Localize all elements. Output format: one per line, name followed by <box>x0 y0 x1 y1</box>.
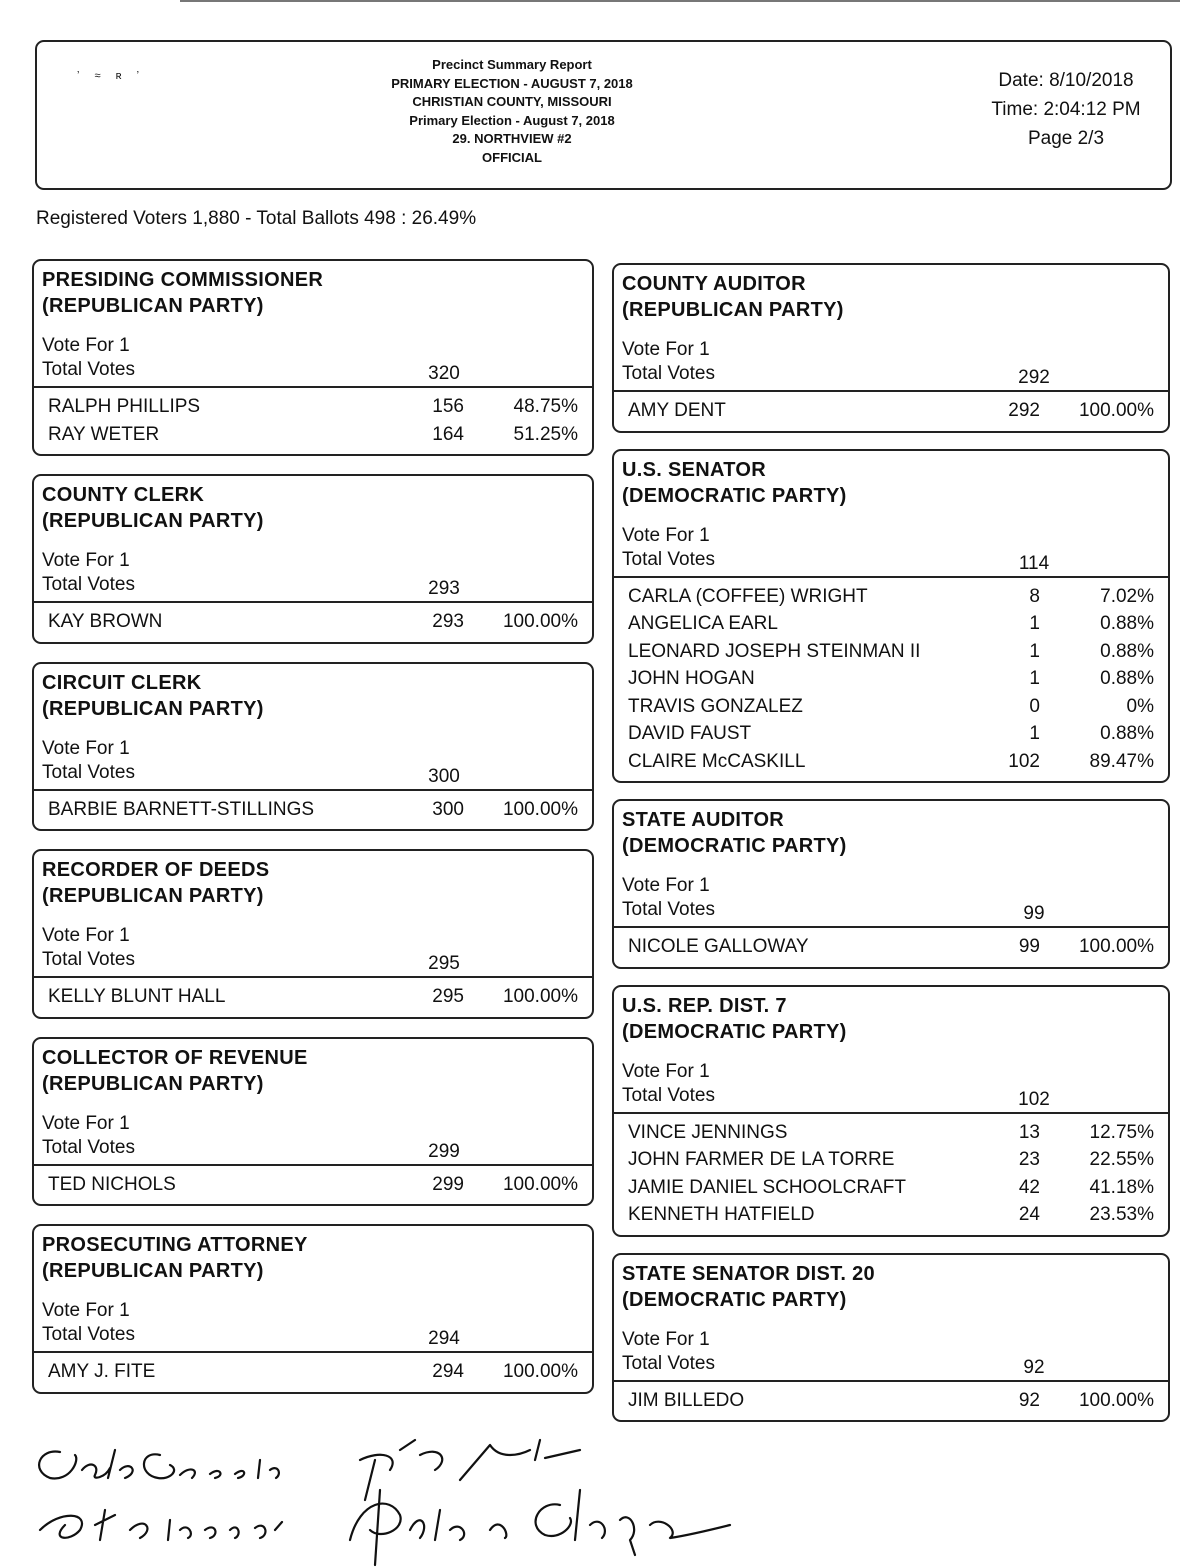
total-votes-label: Total Votes <box>42 574 135 595</box>
contest-heading <box>34 1039 592 1097</box>
total-votes-value: 92 <box>1023 1356 1045 1378</box>
contest-heading <box>614 801 1168 859</box>
candidate-votes: 1 <box>1029 613 1040 634</box>
total-votes-label: Total Votes <box>622 363 715 384</box>
vote-for-label: Vote For 1 <box>622 1328 710 1350</box>
candidate-name: AMY DENT <box>628 400 726 421</box>
total-votes-row <box>34 948 592 978</box>
candidate-votes: 92 <box>1018 1389 1040 1411</box>
report-title-block <box>337 56 687 167</box>
candidate-votes: 8 <box>1029 585 1040 607</box>
candidate-row <box>614 1174 1168 1202</box>
contest-box <box>612 799 1170 969</box>
total-votes-row <box>614 1352 1168 1382</box>
header-marks: ʼ ≈ ʀ ʼ <box>77 70 146 82</box>
office-title: U.S. SENATOR <box>622 458 766 481</box>
candidate-votes: 156 <box>432 396 464 417</box>
candidate-percent: 100.00% <box>502 798 578 820</box>
candidate-votes: 13 <box>1018 1121 1040 1143</box>
party-label: (DEMOCRATIC PARTY) <box>622 835 847 857</box>
contest-heading <box>34 851 592 909</box>
official-label: OFFICIAL <box>482 149 542 165</box>
vote-for-label: Vote For 1 <box>622 875 710 896</box>
candidate-row <box>614 610 1168 638</box>
candidate-percent: 0.88% <box>1100 613 1154 634</box>
candidate-percent: 51.25% <box>513 423 578 445</box>
candidate-name: JOHN HOGAN <box>628 668 755 689</box>
report-header <box>35 40 1172 190</box>
vote-for-label: Vote For 1 <box>622 524 710 546</box>
right-column <box>612 263 1170 1438</box>
contest-heading <box>34 664 592 722</box>
candidate-votes: 99 <box>1018 936 1040 957</box>
total-votes-value: 320 <box>428 363 460 384</box>
party-label: (REPUBLICAN PARTY) <box>42 697 264 720</box>
candidate-list <box>614 928 1168 961</box>
candidate-name: AMY J. FITE <box>48 1361 156 1382</box>
office-title: PRESIDING COMMISSIONER <box>42 269 324 291</box>
office-title: STATE SENATOR DIST. 20 <box>622 1262 875 1285</box>
candidate-list <box>614 392 1168 425</box>
contest-box <box>32 849 594 1019</box>
total-votes-value: 295 <box>428 953 460 974</box>
office-title: COLLECTOR OF REVENUE <box>42 1046 308 1069</box>
candidate-percent: 12.75% <box>1089 1121 1154 1143</box>
party-label: (REPUBLICAN PARTY) <box>42 510 264 532</box>
total-votes-value: 99 <box>1023 903 1045 924</box>
total-votes-value: 299 <box>428 1140 460 1162</box>
total-votes-value: 292 <box>1018 367 1050 388</box>
vote-for-label: Vote For 1 <box>42 737 130 759</box>
party-label: (REPUBLICAN PARTY) <box>622 299 844 321</box>
candidate-row <box>614 748 1168 776</box>
candidate-row <box>34 1171 592 1199</box>
candidate-row <box>614 583 1168 611</box>
candidate-votes: 300 <box>432 798 464 820</box>
contest-heading <box>614 1255 1168 1313</box>
contest-heading <box>34 1226 592 1284</box>
total-votes-label: Total Votes <box>622 1084 715 1106</box>
candidate-percent: 100.00% <box>502 986 578 1007</box>
candidate-percent: 0% <box>1126 695 1154 717</box>
candidate-row <box>614 638 1168 666</box>
party-label: (DEMOCRATIC PARTY) <box>622 1020 847 1043</box>
candidate-name: RAY WETER <box>48 423 160 445</box>
candidate-row <box>614 665 1168 693</box>
candidate-percent: 100.00% <box>502 611 578 632</box>
candidate-votes: 1 <box>1029 668 1040 689</box>
total-votes-row <box>614 362 1168 392</box>
vote-for-label: Vote For 1 <box>42 335 130 356</box>
candidate-votes: 293 <box>432 611 464 632</box>
candidate-percent: 100.00% <box>1078 936 1154 957</box>
contest-box <box>612 985 1170 1237</box>
candidate-name: JIM BILLEDO <box>628 1389 745 1411</box>
election-name: PRIMARY ELECTION - AUGUST 7, 2018 <box>391 75 633 91</box>
contest-box <box>32 1224 594 1394</box>
party-label: (REPUBLICAN PARTY) <box>42 295 264 317</box>
candidate-name: TED NICHOLS <box>48 1173 176 1195</box>
candidate-list <box>34 1166 592 1199</box>
candidate-percent: 100.00% <box>502 1173 578 1195</box>
candidate-votes: 23 <box>1018 1149 1040 1170</box>
vote-for-label: Vote For 1 <box>42 1112 130 1134</box>
total-votes-row <box>34 1136 592 1166</box>
candidate-percent: 0.88% <box>1100 723 1154 744</box>
report-meta <box>966 66 1166 153</box>
candidate-votes: 102 <box>1008 750 1040 772</box>
total-votes-label: Total Votes <box>42 949 135 970</box>
candidate-percent: 89.47% <box>1089 750 1154 772</box>
contest-box <box>32 662 594 832</box>
vote-for-label: Vote For 1 <box>622 1060 710 1082</box>
page-number: Page 2/3 <box>1027 128 1105 149</box>
total-votes-label: Total Votes <box>42 1136 135 1158</box>
candidate-votes: 1 <box>1029 640 1040 662</box>
total-votes-label: Total Votes <box>42 761 135 783</box>
total-votes-row <box>34 358 592 388</box>
contest-heading <box>34 476 592 534</box>
total-votes-label: Total Votes <box>622 1352 715 1374</box>
candidate-name: KENNETH HATFIELD <box>628 1204 815 1225</box>
candidate-percent: 7.02% <box>1100 585 1154 607</box>
contest-box <box>612 449 1170 784</box>
vote-for-label: Vote For 1 <box>42 1300 130 1321</box>
candidate-name: JAMIE DANIEL SCHOOLCRAFT <box>628 1176 907 1198</box>
jurisdiction: CHRISTIAN COUNTY, MISSOURI <box>412 94 612 109</box>
total-votes-value: 102 <box>1018 1088 1050 1110</box>
candidate-list <box>34 978 592 1011</box>
contest-box <box>32 259 594 456</box>
candidate-row <box>614 1387 1168 1415</box>
candidate-list <box>614 1382 1168 1415</box>
candidate-votes: 24 <box>1018 1204 1040 1225</box>
candidate-name: VINCE JENNINGS <box>628 1121 788 1143</box>
candidate-name: DAVID FAUST <box>628 723 752 744</box>
contest-box <box>612 263 1170 433</box>
candidate-row <box>34 421 592 449</box>
candidate-list <box>34 1353 592 1386</box>
contest-heading <box>614 451 1168 509</box>
candidate-votes: 295 <box>432 986 464 1007</box>
total-votes-row <box>614 898 1168 928</box>
office-title: COUNTY CLERK <box>42 484 205 506</box>
candidate-list <box>34 388 592 448</box>
candidate-percent: 100.00% <box>502 1361 578 1382</box>
report-time: Time: 2:04:12 PM <box>991 99 1141 120</box>
candidate-percent: 22.55% <box>1089 1149 1154 1170</box>
candidate-name: KELLY BLUNT HALL <box>48 986 226 1007</box>
candidate-name: RALPH PHILLIPS <box>48 396 201 417</box>
official-signatures <box>20 1430 740 1567</box>
candidate-row <box>34 1358 592 1386</box>
office-title: PROSECUTING ATTORNEY <box>42 1234 308 1256</box>
office-title: CIRCUIT CLERK <box>42 671 202 694</box>
candidate-name: ANGELICA EARL <box>628 613 778 634</box>
party-label: (REPUBLICAN PARTY) <box>42 885 264 907</box>
party-label: (DEMOCRATIC PARTY) <box>622 1288 847 1311</box>
candidate-row <box>614 693 1168 721</box>
contest-heading <box>34 261 592 319</box>
candidate-percent: 100.00% <box>1078 400 1154 421</box>
candidate-percent: 0.88% <box>1100 668 1154 689</box>
candidate-percent: 0.88% <box>1100 640 1154 662</box>
total-votes-label: Total Votes <box>42 1324 135 1345</box>
vote-for-label: Vote For 1 <box>622 339 710 360</box>
contest-box <box>32 474 594 644</box>
candidate-name: LEONARD JOSEPH STEINMAN II <box>628 640 921 662</box>
candidate-name: BARBIE BARNETT-STILLINGS <box>48 798 315 820</box>
party-label: (DEMOCRATIC PARTY) <box>622 484 847 507</box>
report-date: Date: 8/10/2018 <box>998 70 1134 91</box>
total-votes-value: 294 <box>428 1328 460 1349</box>
total-votes-value: 114 <box>1018 552 1050 574</box>
contest-box <box>612 1253 1170 1423</box>
candidate-name: CARLA (COFFEE) WRIGHT <box>628 585 868 607</box>
total-votes-value: 293 <box>428 578 460 599</box>
candidate-votes: 42 <box>1018 1176 1040 1198</box>
candidate-name: CLAIRE McCASKILL <box>628 750 806 772</box>
candidate-row <box>614 1146 1168 1174</box>
candidate-percent: 100.00% <box>1078 1389 1154 1411</box>
report-title: Precinct Summary Report <box>432 57 592 72</box>
scan-top-edge-line <box>180 0 1180 2</box>
candidate-row <box>34 983 592 1011</box>
candidate-name: TRAVIS GONZALEZ <box>628 695 803 717</box>
registered-voters-summary: Registered Voters 1,880 - Total Ballots 498 : 26.49% <box>36 208 477 229</box>
contest-heading <box>614 265 1168 323</box>
candidate-percent: 41.18% <box>1089 1176 1154 1198</box>
candidate-votes: 1 <box>1029 723 1040 744</box>
candidate-votes: 0 <box>1029 695 1040 717</box>
candidate-row <box>34 608 592 636</box>
office-title: RECORDER OF DEEDS <box>42 859 270 881</box>
total-votes-label: Total Votes <box>622 548 715 570</box>
candidate-percent: 23.53% <box>1089 1204 1154 1225</box>
vote-for-label: Vote For 1 <box>42 550 130 571</box>
total-votes-row <box>34 1323 592 1353</box>
candidate-row <box>34 393 592 421</box>
total-votes-row <box>34 573 592 603</box>
contest-heading <box>614 987 1168 1045</box>
total-votes-row <box>614 1084 1168 1114</box>
candidate-list <box>614 1114 1168 1229</box>
candidate-list <box>614 578 1168 776</box>
election-subtitle: Primary Election - August 7, 2018 <box>409 112 615 128</box>
candidate-row <box>614 1201 1168 1229</box>
candidate-name: JOHN FARMER DE LA TORRE <box>628 1149 895 1170</box>
candidate-name: KAY BROWN <box>48 611 163 632</box>
candidate-votes: 299 <box>432 1173 464 1195</box>
candidate-votes: 294 <box>432 1361 464 1382</box>
left-column <box>32 259 594 1412</box>
candidate-row <box>614 720 1168 748</box>
candidate-row <box>614 397 1168 425</box>
total-votes-label: Total Votes <box>42 359 135 380</box>
candidate-percent: 48.75% <box>513 396 578 417</box>
total-votes-label: Total Votes <box>622 899 715 920</box>
total-votes-row <box>34 761 592 791</box>
vote-for-label: Vote For 1 <box>42 925 130 946</box>
candidate-list <box>34 603 592 636</box>
candidate-votes: 292 <box>1008 400 1040 421</box>
party-label: (REPUBLICAN PARTY) <box>42 1260 264 1282</box>
precinct-name: 29. NORTHVIEW #2 <box>452 131 572 146</box>
office-title: COUNTY AUDITOR <box>622 273 806 295</box>
total-votes-value: 300 <box>428 765 460 787</box>
office-title: U.S. REP. DIST. 7 <box>622 994 787 1017</box>
candidate-votes: 164 <box>432 423 464 445</box>
candidate-row <box>34 796 592 824</box>
party-label: (REPUBLICAN PARTY) <box>42 1072 264 1095</box>
office-title: STATE AUDITOR <box>622 809 785 831</box>
candidate-row <box>614 933 1168 961</box>
candidate-row <box>614 1119 1168 1147</box>
contest-box <box>32 1037 594 1207</box>
candidate-name: NICOLE GALLOWAY <box>628 936 809 957</box>
candidate-list <box>34 791 592 824</box>
total-votes-row <box>614 548 1168 578</box>
